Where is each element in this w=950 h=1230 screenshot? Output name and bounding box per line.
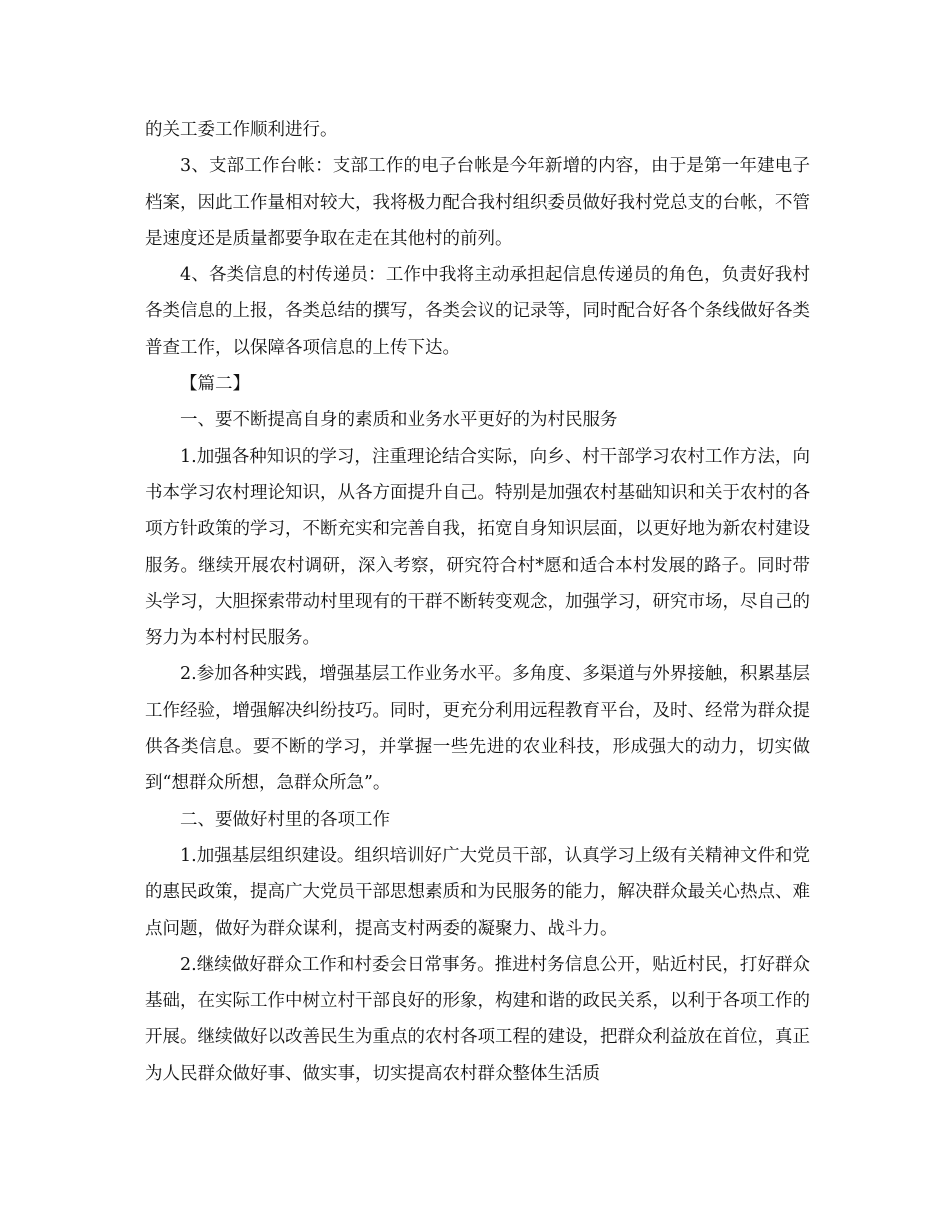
section-heading-part-two: 【篇二】 — [180, 374, 250, 395]
document-body — [145, 112, 810, 1092]
paragraph-item-4: 4、各类信息的村传递员：工作中我将主动承担起信息传递员的角色，负责好我村各类信息的上报，各类总结的撰写，各类会议的记录等，同时配合好各个条线做好各类普查工作，以保障各项信息的上传下达。 — [145, 265, 810, 358]
paragraph-1-1: 1.加强各种知识的学习，注重理论结合实际，向乡、村干部学习农村工作方法，向书本学习农村理论知识，从各方面提升自己。特别是加强农村基础知识和关于农村的各项方针政策的学习，不断充实和完善自我，拓宽自身知识层面，以更好地为新农村建设服务。继续开展农村调研，深入考察，研究符合村*愿和适合本村发展的路子。同时带头学习，大胆探索带动村里现有的干群不断转变观念，加强学习，研究市场，尽自己的努力为本村村民服务。 — [145, 446, 810, 649]
paragraph-1-2: 2.参加各种实践，增强基层工作业务水平。多角度、多渠道与外界接触，积累基层工作经验，增强解决纠纷技巧。同时，更充分利用远程教育平台，及时、经常为群众提供各类信息。要不断的学习，并掌握一些先进的农业科技，形成强大的动力，切实做到“想群众所想，急群众所急”。 — [145, 664, 810, 794]
subheading-one: 一、要不断提高自身的素质和业务水平更好的为村民服务 — [180, 410, 618, 431]
paragraph-2-1: 1.加强基层组织建设。组织培训好广大党员干部，认真学习上级有关精神文件和党的惠民政策，提高广大党员干部思想素质和为民服务的能力，解决群众最关心热点、难点问题，做好为群众谋利，提高支村两委的凝聚力、战斗力。 — [145, 845, 810, 939]
paragraph-continuation: 的关工委工作顺利进行。 — [145, 120, 338, 140]
subheading-two: 二、要做好村里的各项工作 — [180, 809, 390, 830]
paragraph-item-3: 3、支部工作台帐：支部工作的电子台帐是今年新增的内容，由于是第一年建电子档案，因此工作量相对较大，我将极力配合我村组织委员做好我村党总支的台帐，不管是速度还是质量都要争取在走在其他村的前列。 — [145, 156, 810, 249]
paragraph-2-2: 2.继续做好群众工作和村委会日常事务。推进村务信息公开，贴近村民，打好群众基础，在实际工作中树立村干部良好的形象，构建和谐的政民关系，以利于各项工作的开展。继续做好以改善民生为重点的农村各项工程的建设，把群众利益放在首位，真正为人民群众做好事、做实事，切实提高农村群众整体生活质 — [145, 954, 810, 1084]
